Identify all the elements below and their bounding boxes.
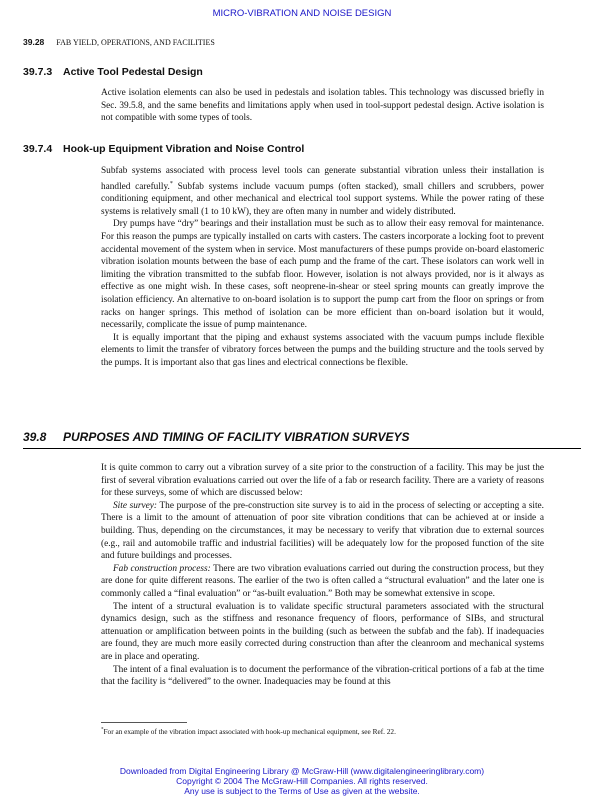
paragraph-lead: Subfab systems associated with process level tools can generate substantial vibration unless their installation is handled carefully. (101, 166, 544, 192)
paragraph-rest: Subfab systems include vacuum pumps (often stacked), small chillers and scrubbers, power conditioning equipment, and other mechanical and electrical tool support systems. While the power rating of these systems is relatively small (1 to 10 kW), they are often many in number and widely distributed. (101, 181, 545, 217)
paragraph (101, 500, 544, 563)
section-39-8-body (101, 462, 544, 689)
section-heading-39-7-3 (23, 66, 203, 78)
major-section-number: 39.8 (23, 430, 47, 444)
download-banner: MICRO-VIBRATION AND NOISE DESIGN (212, 8, 392, 19)
running-head-title: FAB YIELD, OPERATIONS, AND FACILITIES (56, 38, 215, 47)
paragraph: It is equally important that the piping and exhaust systems associated with the vacuum pumps include flexible elements to limit the transfer of vibratory forces between the pumps and the building structure and the tools served by the pumps. It is important also that gas lines and electrical connections be flexible. (101, 332, 544, 368)
footnote-marker: * (169, 180, 173, 187)
paragraph: Active isolation elements can also be used in pedestals and isolation tables. This technology was discussed briefly in Sec. 39.5.8, and the same benefits and limitations apply when used in tool-support pedestal design. Active isolation is not compatible with some types of tools. (101, 88, 544, 124)
run-in-heading: Fab construction process: (113, 563, 211, 574)
major-section-heading (23, 430, 409, 444)
section-title: Active Tool Pedestal Design (63, 66, 203, 78)
major-section-title: PURPOSES AND TIMING OF FACILITY VIBRATION SURVEYS (63, 430, 410, 444)
run-in-heading: Site survey: (113, 500, 157, 511)
section-number: 39.7.3 (23, 66, 53, 78)
paragraph (101, 563, 544, 601)
section-39-7-4-body (101, 165, 544, 370)
section-heading-39-7-4 (23, 143, 304, 155)
paragraph (101, 165, 544, 218)
copyright-footer (0, 766, 604, 796)
paragraph: It is quite common to carry out a vibration survey of a site prior to the construction of a facility. This may be just the first of several vibration evaluations carried out over the life of a fab or research facility. There are a variety of reasons for these surveys, some of which are discussed below: (101, 463, 544, 499)
paragraph: The intent of a final evaluation is to document the performance of the vibration-critical portions of a fab at the time that the facility is “delivered” to the owner. Inadequacies may be found at this (101, 664, 544, 688)
footnote (101, 727, 396, 736)
footnote-rule (101, 722, 187, 723)
paragraph: The intent of a structural evaluation is to validate specific structural parameters associated with the structural dynamics design, such as the stiffness and resonance frequency of floors, performance of SIBs, and structural attenuation or amplification between points in the building (such as between the subfab and the fab). If inadequacies are found, they are much more easily corrected during construction than after the cleanroom and mechanical systems are in place and operating. (101, 601, 544, 662)
footnote-text: For an example of the vibration impact associated with hook-up mechanical equipment, see Ref. 22. (103, 727, 396, 736)
running-head (23, 37, 215, 47)
section-number: 39.7.4 (23, 143, 53, 155)
section-divider (23, 448, 581, 449)
footer-download-link[interactable]: Downloaded from Digital Engineering Library @ McGraw-Hill (www.digitalengineeringlibrary.com) (119, 766, 485, 776)
paragraph-text: The purpose of the pre-construction site survey is to aid in the process of selecting or accepting a site. There is a limit to the amount of attenuation of poor site vibration conditions that can be achieved at or inside a building. Thus, depending on the circumstances, it may be necessary to verify that vibration due to external sources (e.g., rail and automobile traffic and industrial facilities) will be adequately low for the proposed function of the site and future buildings and processes. (101, 500, 545, 562)
paragraph-text: There are two vibration evaluations carried out during the construction process, but they are done for quite different reasons. The earlier of the two is often called a “structural evaluation” and the later one is commonly called a “final evaluation” or “as-built evaluation.” Both may be somewhat extensive in scope. (101, 563, 544, 599)
section-39-7-3-body (101, 87, 544, 125)
footnote-mark: * (101, 727, 104, 733)
footer-terms: Any use is subject to the Terms of Use as given at the website. (184, 786, 420, 796)
section-title: Hook-up Equipment Vibration and Noise Control (63, 143, 305, 155)
paragraph: Dry pumps have “dry” bearings and their installation must be such as to allow their easy removal for maintenance. For this reason the pumps are typically installed on carts with casters. The casters incorporate a locking foot to prevent accidental movement of the system when in service. Most manufacturers of these pumps provide on-board elastomeric vibration isolation mounts between the base of each pump and the frame of the cart. These isolators can work well in limiting the vibration transmitted to the subfab floor. However, isolation is not always provided, nor is it always as effective as one might wish. In these cases, soft neoprene-in-shear or steel spring mounts can greatly improve the isolation efficiency. An alternative to on-board isolation is to support the pump cart from the floor on springs or from racks on hanger springs. This method of isolation can be more efficient than on-board isolation but it would, necessarily, complicate the issue of pump maintenance. (101, 219, 544, 331)
footer-copyright: Copyright © 2004 The McGraw-Hill Companies. All rights reserved. (176, 776, 428, 786)
page-number: 39.28 (23, 37, 45, 47)
